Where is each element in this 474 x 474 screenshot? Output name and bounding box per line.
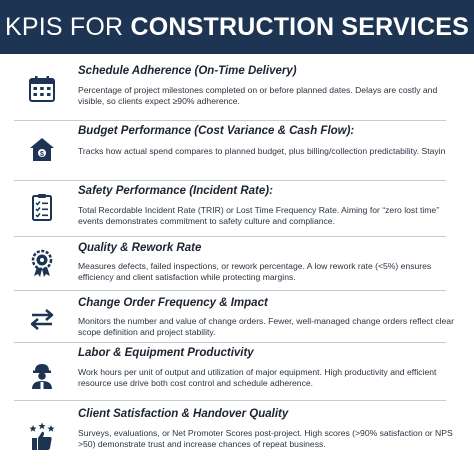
kpi-item-safety <box>0 182 474 242</box>
kpi-item-schedule <box>0 60 474 120</box>
swap-arrows-icon <box>27 304 57 334</box>
divider <box>14 290 446 291</box>
worker-icon <box>27 360 57 390</box>
kpi-description: Measures defects, failed inspections, or rework percentage. A low rework rate (<5%) ensures efficiency and client satisfaction while protecting margins. <box>78 261 432 282</box>
kpi-title: Change Order Frequency & Impact <box>78 297 268 309</box>
kpi-description: Monitors the number and value of change orders. Fewer, well-managed change orders reflect clear scope definition and project stability. <box>78 316 454 337</box>
calendar-icon <box>27 74 57 104</box>
kpi-description: Surveys, evaluations, or Net Promoter Scores post-project. High scores (>90% satisfaction or NPS >50) demonstrate trust and increase chances of repeat business. <box>78 428 453 449</box>
divider <box>14 342 446 343</box>
kpi-title: Safety Performance (Incident Rate): <box>78 185 273 197</box>
money-house-icon <box>27 134 57 164</box>
kpi-description: Percentage of project milestones completed on or before planned dates. Delays are costly and visible, so clients expect ≥90% adherence. <box>78 85 438 106</box>
thumbs-up-stars-icon <box>27 422 57 452</box>
kpi-item-change-orders <box>0 292 474 352</box>
quality-badge-icon <box>27 248 57 278</box>
divider <box>14 236 446 237</box>
svg-text:$: $ <box>40 151 44 158</box>
kpi-title: Labor & Equipment Productivity <box>78 347 254 359</box>
checklist-icon <box>27 192 57 222</box>
kpi-item-budget <box>0 122 474 182</box>
page-title <box>5 13 469 42</box>
kpi-description: Total Recordable Incident Rate (TRIR) or Lost Time Frequency Rate. Aiming for “zero lost time” events demonstrates commitment to safety culture and compliance. <box>78 205 440 226</box>
kpi-description: Work hours per unit of output and utilization of major equipment. High productivity and efficient resource use drive both cost control and schedule adherence. <box>78 367 437 388</box>
kpi-description: Tracks how actual spend compares to planned budget, plus billing/collection predictability. Stayin <box>78 146 446 156</box>
kpi-item-client-satisfaction <box>0 408 474 468</box>
kpi-item-quality <box>0 238 474 298</box>
page-title-prefix: KPIS FOR <box>5 12 131 41</box>
divider <box>14 180 446 181</box>
kpi-item-productivity <box>0 346 474 406</box>
header-banner <box>0 0 474 54</box>
kpi-title: Schedule Adherence (On-Time Delivery) <box>78 65 297 77</box>
kpi-title: Client Satisfaction & Handover Quality <box>78 408 289 420</box>
divider <box>14 400 446 401</box>
kpi-title: Budget Performance (Cost Variance & Cash Flow): <box>78 125 355 137</box>
kpi-title: Quality & Rework Rate <box>78 242 202 254</box>
page-title-main: CONSTRUCTION SERVICES <box>130 12 469 41</box>
divider <box>14 120 446 121</box>
kpi-list <box>0 54 474 474</box>
